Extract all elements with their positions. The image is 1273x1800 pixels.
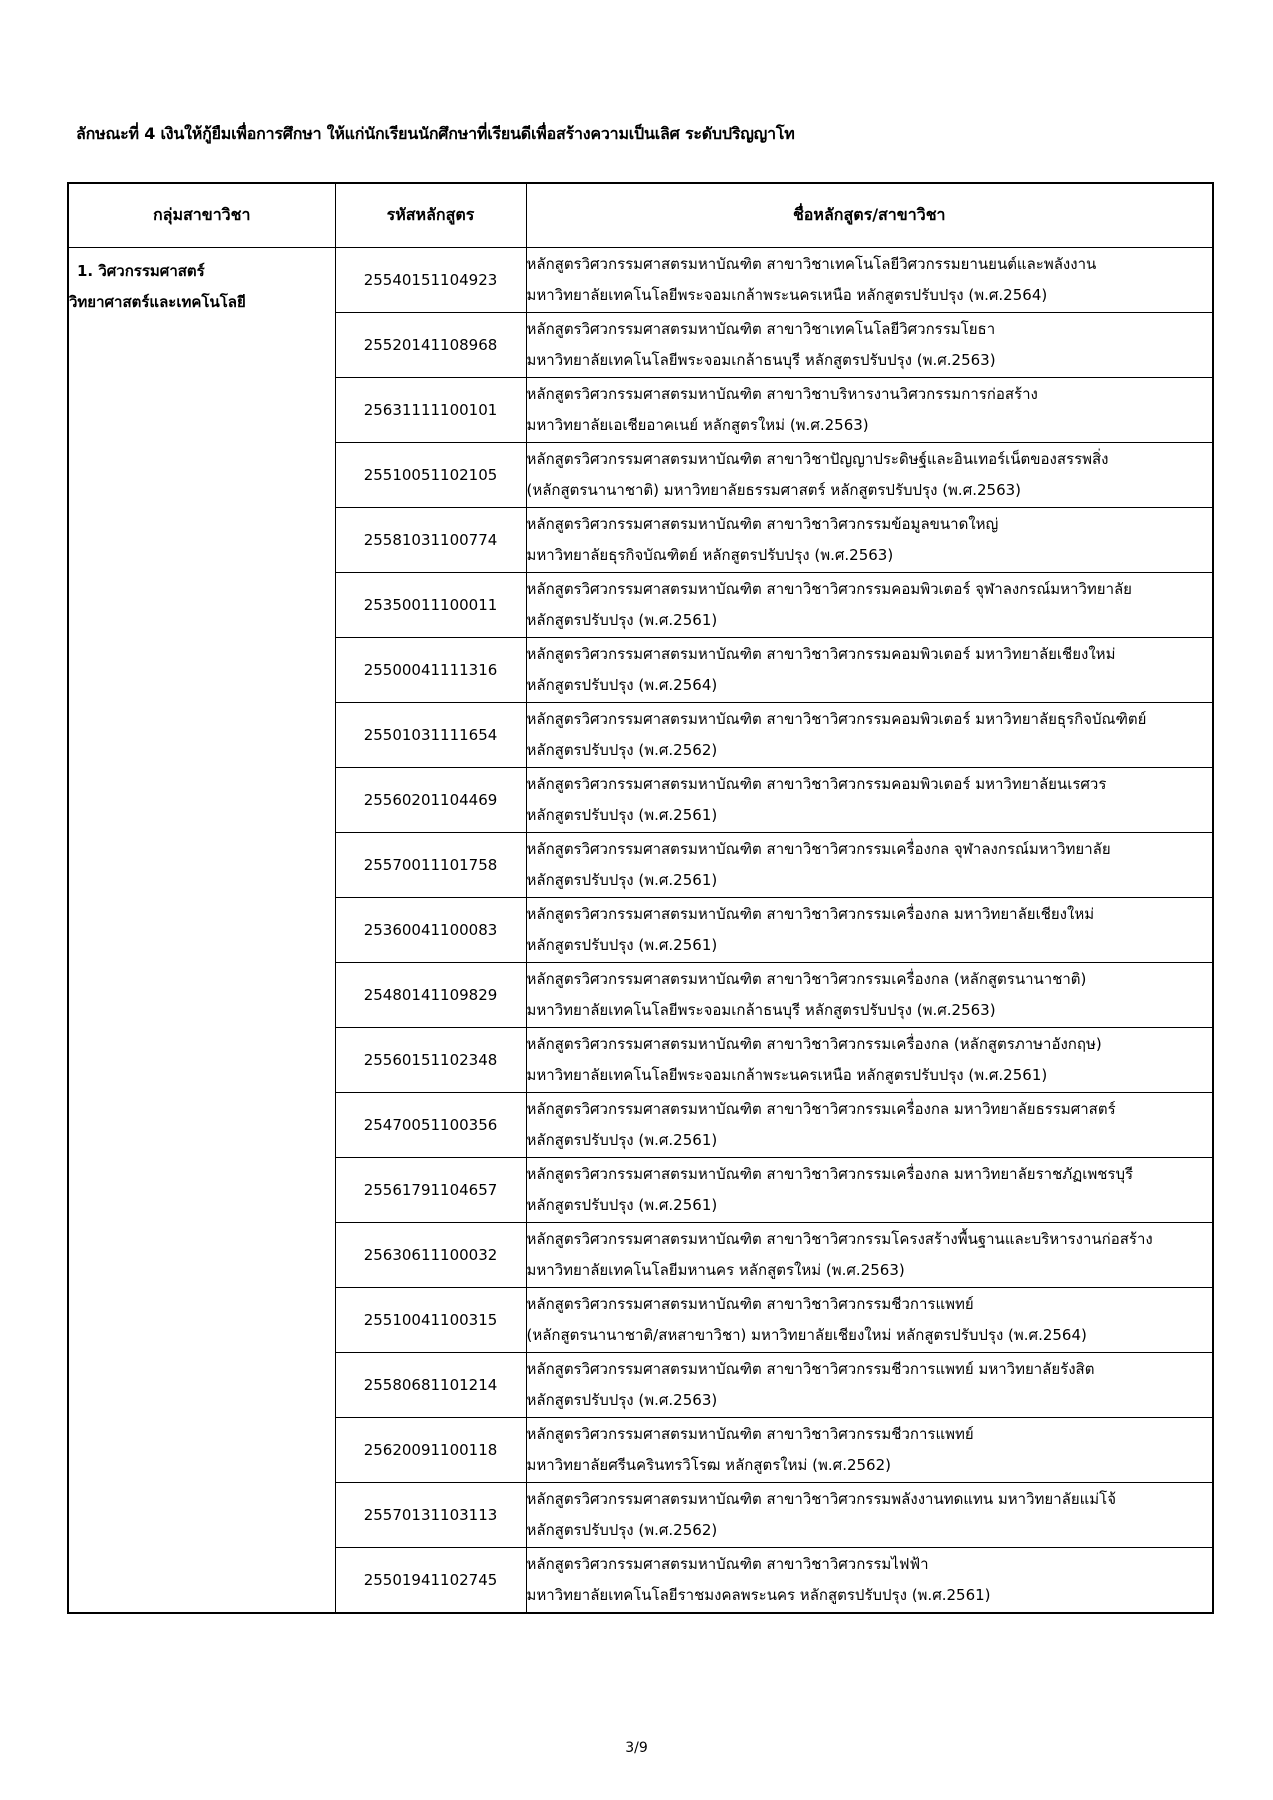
course-name [526,508,1213,573]
course-name-line1: หลักสูตรวิศวกรรมศาสตรมหาบัณฑิต สาขาวิชาเทคโนโลยีวิศวกรรมโยธา [526,320,996,338]
course-code: 25480141109829 [335,963,526,1028]
course-name-line2: มหาวิทยาลัยธุรกิจบัณฑิตย์ หลักสูตรปรับปรุง (พ.ศ.2563) [526,546,894,564]
course-code: 25501031111654 [335,703,526,768]
course-code: 25570131103113 [335,1483,526,1548]
header-course-code: รหัสหลักสูตร [335,183,526,248]
course-name-line1: หลักสูตรวิศวกรรมศาสตรมหาบัณฑิต สาขาวิชาวิศวกรรมคอมพิวเตอร์ จุฬาลงกรณ์มหาวิทยาลัย [526,580,1132,598]
course-name [526,768,1213,833]
course-name-line1: หลักสูตรวิศวกรรมศาสตรมหาบัณฑิต สาขาวิชาวิศวกรรมคอมพิวเตอร์ มหาวิทยาลัยนเรศวร [526,775,1107,793]
course-name-line2: หลักสูตรปรับปรุง (พ.ศ.2562) [526,1521,718,1539]
course-name [526,898,1213,963]
course-name-line1: หลักสูตรวิศวกรรมศาสตรมหาบัณฑิต สาขาวิชาวิศวกรรมเครื่องกล มหาวิทยาลัยราชภัฏเพชรบุรี [526,1165,1134,1183]
curriculum-table [67,182,1214,1614]
course-name-line2: หลักสูตรปรับปรุง (พ.ศ.2561) [526,1131,718,1149]
course-name-line1: หลักสูตรวิศวกรรมศาสตรมหาบัณฑิต สาขาวิชาวิศวกรรมข้อมูลขนาดใหญ่ [526,515,999,533]
course-code: 25570011101758 [335,833,526,898]
course-name-line1: หลักสูตรวิศวกรรมศาสตรมหาบัณฑิต สาขาวิชาวิศวกรรมชีวการแพทย์ [526,1425,974,1443]
course-name [526,1158,1213,1223]
course-name-line1: หลักสูตรวิศวกรรมศาสตรมหาบัณฑิต สาขาวิชาวิศวกรรมเครื่องกล (หลักสูตรภาษาอังกฤษ) [526,1035,1102,1053]
course-code: 25360041100083 [335,898,526,963]
course-code: 25350011100011 [335,573,526,638]
course-code: 25560151102348 [335,1028,526,1093]
course-code: 25510041100315 [335,1288,526,1353]
course-name [526,833,1213,898]
course-name-line2: หลักสูตรปรับปรุง (พ.ศ.2561) [526,611,718,629]
course-name [526,703,1213,768]
course-name-line1: หลักสูตรวิศวกรรมศาสตรมหาบัณฑิต สาขาวิชาวิศวกรรมโครงสร้างพื้นฐานและบริหารงานก่อสร้าง [526,1230,1153,1248]
course-name [526,1418,1213,1483]
course-code: 25631111100101 [335,378,526,443]
course-name-line1: หลักสูตรวิศวกรรมศาสตรมหาบัณฑิต สาขาวิชาวิศวกรรมคอมพิวเตอร์ มหาวิทยาลัยเชียงใหม่ [526,645,1116,663]
page-number: 3/9 [625,1740,648,1756]
course-name [526,1483,1213,1548]
course-code: 25630611100032 [335,1223,526,1288]
course-name-line1: หลักสูตรวิศวกรรมศาสตรมหาบัณฑิต สาขาวิชาวิศวกรรมเครื่องกล มหาวิทยาลัยเชียงใหม่ [526,905,1095,923]
course-name-line2: (หลักสูตรนานาชาติ/สหสาขาวิชา) มหาวิทยาลัยเชียงใหม่ หลักสูตรปรับปรุง (พ.ศ.2564) [526,1326,1087,1344]
course-name [526,1548,1213,1614]
course-name-line2: หลักสูตรปรับปรุง (พ.ศ.2562) [526,741,718,759]
course-name [526,1093,1213,1158]
course-name-line1: หลักสูตรวิศวกรรมศาสตรมหาบัณฑิต สาขาวิชาวิศวกรรมพลังงานทดแทน มหาวิทยาลัยแม่โจ้ [526,1490,1117,1508]
course-name-line1: หลักสูตรวิศวกรรมศาสตรมหาบัณฑิต สาขาวิชาวิศวกรรมเครื่องกล (หลักสูตรนานาชาติ) [526,970,1087,988]
course-name [526,443,1213,508]
course-name-line1: หลักสูตรวิศวกรรมศาสตรมหาบัณฑิต สาขาวิชาเทคโนโลยีวิศวกรรมยานยนต์และพลังงาน [526,255,1097,273]
course-name-line1: หลักสูตรวิศวกรรมศาสตรมหาบัณฑิต สาขาวิชาวิศวกรรมชีวการแพทย์ มหาวิทยาลัยรังสิต [526,1360,1095,1378]
course-name-line2: หลักสูตรปรับปรุง (พ.ศ.2561) [526,871,718,889]
table-header-row [68,183,1213,248]
course-code: 25580681101214 [335,1353,526,1418]
course-name-line2: หลักสูตรปรับปรุง (พ.ศ.2561) [526,806,718,824]
course-code: 25520141108968 [335,313,526,378]
course-name [526,1353,1213,1418]
course-name-line2: มหาวิทยาลัยศรีนครินทรวิโรฒ หลักสูตรใหม่ (พ.ศ.2562) [526,1456,891,1474]
course-code: 25470051100356 [335,1093,526,1158]
field-group-subtitle: วิทยาศาสตร์และเทคโนโลยี [69,293,246,311]
course-code: 25561791104657 [335,1158,526,1223]
course-code: 25500041111316 [335,638,526,703]
course-name-line2: หลักสูตรปรับปรุง (พ.ศ.2563) [526,1391,718,1409]
course-code: 25510051102105 [335,443,526,508]
course-name-line2: หลักสูตรปรับปรุง (พ.ศ.2564) [526,676,718,694]
course-name [526,313,1213,378]
course-name-line2: หลักสูตรปรับปรุง (พ.ศ.2561) [526,936,718,954]
course-code: 25560201104469 [335,768,526,833]
course-name [526,1223,1213,1288]
course-code: 25581031100774 [335,508,526,573]
course-name-line2: มหาวิทยาลัยเทคโนโลยีราชมงคลพระนคร หลักสูตรปรับปรุง (พ.ศ.2561) [526,1586,991,1604]
table-body [68,248,1213,1614]
course-name [526,248,1213,313]
course-name-line2: มหาวิทยาลัยเอเชียอาคเนย์ หลักสูตรใหม่ (พ.ศ.2563) [526,416,869,434]
course-name-line1: หลักสูตรวิศวกรรมศาสตรมหาบัณฑิต สาขาวิชาวิศวกรรมเครื่องกล จุฬาลงกรณ์มหาวิทยาลัย [526,840,1111,858]
course-name [526,378,1213,443]
course-name-line2: มหาวิทยาลัยเทคโนโลยีพระจอมเกล้าธนบุรี หลักสูตรปรับปรุง (พ.ศ.2563) [526,1001,996,1019]
course-name [526,573,1213,638]
course-code: 25620091100118 [335,1418,526,1483]
course-name-line2: มหาวิทยาลัยเทคโนโลยีพระจอมเกล้าพระนครเหนือ หลักสูตรปรับปรุง (พ.ศ.2564) [526,286,1048,304]
course-name [526,1288,1213,1353]
table-row [68,248,1213,313]
course-name-line1: หลักสูตรวิศวกรรมศาสตรมหาบัณฑิต สาขาวิชาวิศวกรรมเครื่องกล มหาวิทยาลัยธรรมศาสตร์ [526,1100,1116,1118]
course-name-line2: มหาวิทยาลัยเทคโนโลยีพระจอมเกล้าพระนครเหนือ หลักสูตรปรับปรุง (พ.ศ.2561) [526,1066,1048,1084]
course-name-line2: หลักสูตรปรับปรุง (พ.ศ.2561) [526,1196,718,1214]
page-heading: ลักษณะที่ 4 เงินให้กู้ยืมเพื่อการศึกษา ให้แก่นักเรียนนักศึกษาที่เรียนดีเพื่อสร้างความเป็นเลิศ ระดับปริญญาโท [76,124,795,143]
course-name-line1: หลักสูตรวิศวกรรมศาสตรมหาบัณฑิต สาขาวิชาวิศวกรรมไฟฟ้า [526,1555,929,1573]
course-code: 25540151104923 [335,248,526,313]
course-name-line1: หลักสูตรวิศวกรรมศาสตรมหาบัณฑิต สาขาวิชาวิศวกรรมชีวการแพทย์ [526,1295,974,1313]
course-code: 25501941102745 [335,1548,526,1614]
course-name-line1: หลักสูตรวิศวกรรมศาสตรมหาบัณฑิต สาขาวิชาปัญญาประดิษฐ์และอินเทอร์เน็ตของสรรพสิ่ง [526,450,1109,468]
header-field-group: กลุ่มสาขาวิชา [68,183,335,248]
course-name [526,638,1213,703]
header-course-name: ชื่อหลักสูตร/สาขาวิชา [526,183,1213,248]
course-name-line1: หลักสูตรวิศวกรรมศาสตรมหาบัณฑิต สาขาวิชาวิศวกรรมคอมพิวเตอร์ มหาวิทยาลัยธุรกิจบัณฑิตย์ [526,710,1147,728]
course-name-line2: มหาวิทยาลัยเทคโนโลยีพระจอมเกล้าธนบุรี หลักสูตรปรับปรุง (พ.ศ.2563) [526,351,996,369]
course-name-line1: หลักสูตรวิศวกรรมศาสตรมหาบัณฑิต สาขาวิชาบริหารงานวิศวกรรมการก่อสร้าง [526,385,1038,403]
field-group-title: 1. วิศวกรรมศาสตร์ [77,262,205,280]
course-name-line2: มหาวิทยาลัยเทคโนโลยีมหานคร หลักสูตรใหม่ (พ.ศ.2563) [526,1261,905,1279]
course-name-line2: (หลักสูตรนานาชาติ) มหาวิทยาลัยธรรมศาสตร์ หลักสูตรปรับปรุง (พ.ศ.2563) [526,481,1022,499]
field-group-cell [68,248,335,1614]
course-name [526,963,1213,1028]
course-name [526,1028,1213,1093]
